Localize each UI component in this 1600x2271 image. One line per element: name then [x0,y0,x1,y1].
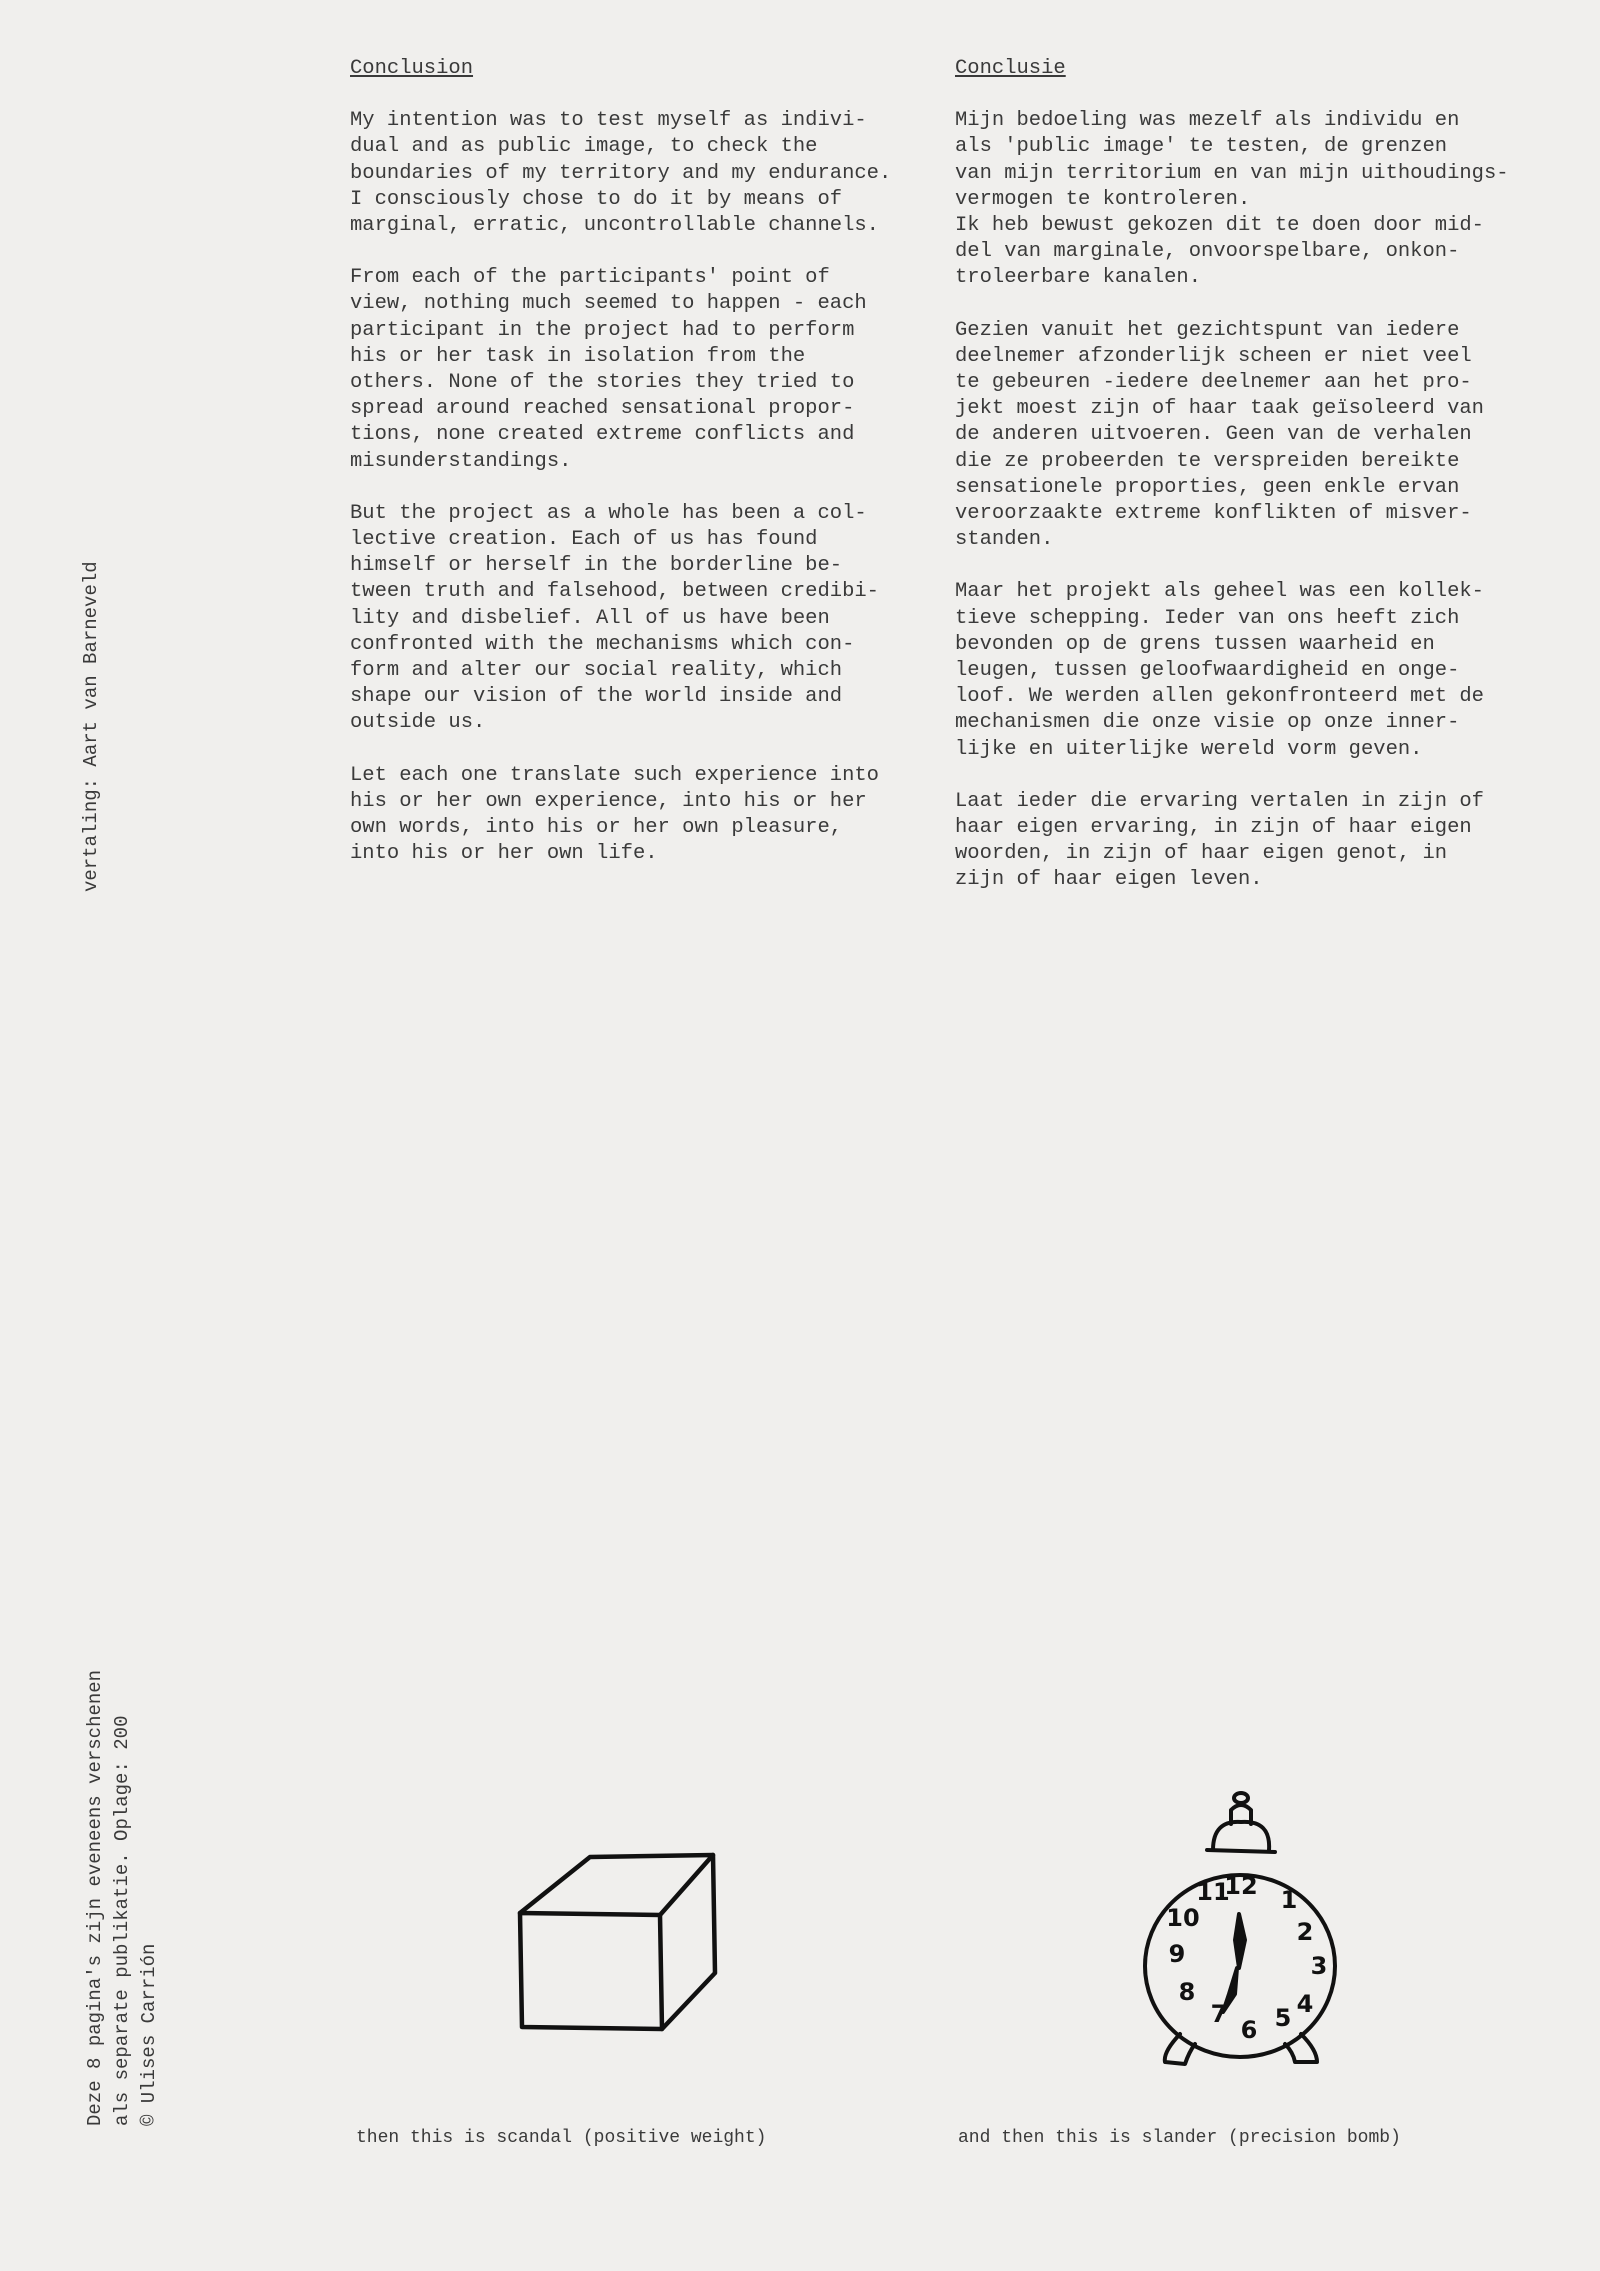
english-paragraph-1: My intention was to test myself as indivi- dual and as public image, to check the boundaries of my territory and my endurance. I consciously chose to do it by means of marginal, erratic, uncontrollable channels. [350,109,892,238]
clock-number: 4 [1296,1990,1314,2018]
box-drawing-icon [510,1845,720,2045]
english-paragraph-3: But the project as a whole has been a col- lective creation. Each of us has found himself or herself in the borderline be- tween truth and falsehood, between credibi- lity and disbelief. All of us have been confronted with the mechanisms which con- form and alter our social reality, which shape our vision of the world inside and outside us. [350,501,879,735]
clock-number: 6 [1240,2016,1258,2044]
english-paragraph-2: From each of the participants' point of view, nothing much seemed to happen - each participant in the project had to perform his or her task in isolation from the others. None of the stories they tried to spread around reached sensational propor- tions, none created extreme conflicts and misunderstandings. [350,266,867,473]
dutch-paragraph-4: Laat ieder die ervaring vertalen in zijn of haar eigen ervaring, in zijn of haar eigen woorden, in zijn of haar eigen genot, in zijn of haar eigen leven. [955,789,1484,892]
clock-number: 8 [1178,1978,1196,2006]
clock-number: 10 [1166,1904,1200,1932]
caption-scandal: then this is scandal (positive weight) [356,2128,767,2148]
dutch-paragraph-3: Maar het projekt als geheel was een kollek- tieve schepping. Ieder van ons heeft zich bevonden op de grens tussen waarheid en leugen, tussen geloofwaardigheid en onge- loof. We werden allen gekonfronteerd met de mechanismen die onze visie op onze inner- lijke en uiterlijke wereld vorm geven. [955,580,1484,761]
english-heading: Conclusion [350,57,474,80]
alarm-clock-drawing-icon [1135,1790,1355,2070]
clock-number: 9 [1168,1940,1186,1968]
dutch-column [955,56,1575,920]
dutch-paragraph-2: Gezien vanuit het gezichtspunt van iedere deelnemer afzonderlijk scheen er niet veel te gebeuren -iedere deelnemer aan het pro- jekt moest zijn of haar taak geïsoleerd van de anderen uitvoeren. Geen van de verhalen die ze probeerden te verspreiden bereikte sensationele proporties, geen enkle ervan veroorzaakte extreme konflikten of misver- standen. [955,318,1484,552]
clock-number: 2 [1296,1918,1314,1946]
clock-number: 12 [1224,1872,1258,1900]
colophon: Deze 8 pagina's zijn eveneens verschenen als separate publikatie. Oplage: 200 © Ulises Carrión [84,1669,160,2126]
clock-number: 3 [1310,1952,1328,1980]
english-column [350,56,950,893]
dutch-heading: Conclusie [955,57,1066,80]
clock-number: 7 [1210,2000,1228,2028]
translator-credit: vertaling: Aart van Barneveld [80,561,102,892]
clock-number: 1 [1280,1886,1298,1914]
english-paragraph-4: Let each one translate such experience into his or her own experience, into his or her own words, into his or her own pleasure, into his or her own life. [350,763,879,866]
clock-number: 11 [1196,1878,1230,1906]
caption-slander: and then this is slander (precision bomb) [958,2128,1401,2148]
dutch-paragraph-1: Mijn bedoeling was mezelf als individu en als 'public image' te testen, de grenzen van mijn territorium en van mijn uithoudings- vermogen te kontroleren. Ik heb bewust gekozen dit te doen door mid- del van marginale, onvoorspelbare, onkon- troleerbare kanalen. [955,109,1509,290]
clock-number: 5 [1274,2004,1292,2032]
